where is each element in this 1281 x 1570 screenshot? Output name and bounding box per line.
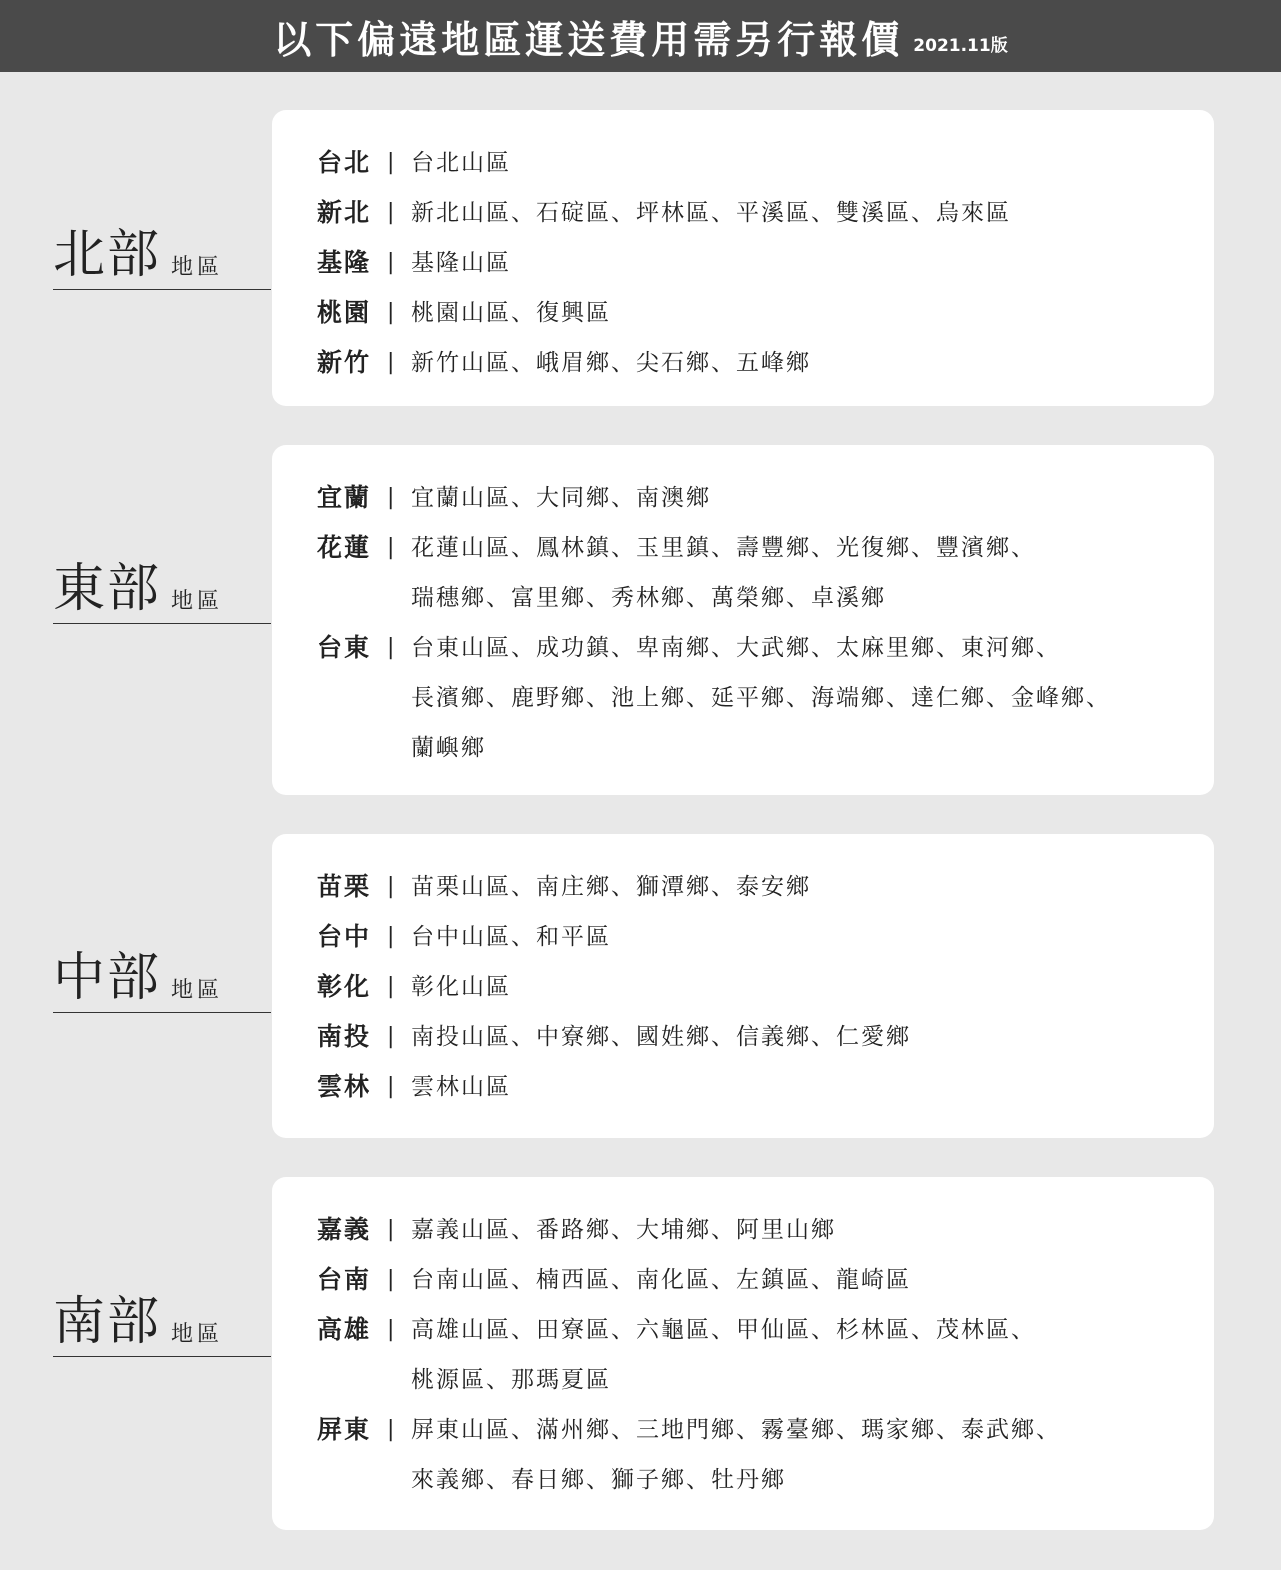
town-list: 台北山區 [411, 150, 511, 176]
separator: | [387, 300, 395, 325]
list-item [317, 188, 1214, 238]
page-header [0, 0, 1281, 72]
list-item [317, 862, 1214, 912]
town-list: 苗栗山區、南庄鄉、獅潭鄉、泰安鄉 [411, 874, 811, 900]
list-item [317, 1205, 1214, 1255]
city-name: 台中 [317, 922, 372, 951]
city-name: 南投 [317, 1022, 372, 1051]
list-item [317, 138, 1214, 188]
separator: | [387, 974, 395, 999]
region-card-north [272, 110, 1214, 406]
city-name: 嘉義 [317, 1215, 372, 1244]
separator: | [387, 1074, 395, 1099]
separator: | [387, 150, 395, 175]
city-name: 宜蘭 [317, 483, 372, 512]
separator: | [387, 1217, 395, 1242]
town-list: 台中山區、和平區 [411, 924, 611, 950]
page-title: 以下偏遠地區運送費用需另行報價 [273, 17, 904, 62]
region-label-central [53, 947, 271, 1013]
region-label-east [53, 558, 271, 624]
list-item [317, 1062, 1214, 1112]
town-list: 宜蘭山區、大同鄉、南澳鄉 [411, 485, 711, 511]
region-card-south [272, 1177, 1214, 1530]
list-item [317, 962, 1214, 1012]
city-name: 苗栗 [317, 872, 372, 901]
city-name: 雲林 [317, 1072, 372, 1101]
town-list: 新竹山區、峨眉鄉、尖石鄉、五峰鄉 [411, 350, 811, 376]
list-item [317, 238, 1214, 288]
city-name: 新北 [317, 198, 372, 227]
separator: | [387, 1417, 395, 1442]
town-list: 花蓮山區、鳳林鎮、玉里鎮、壽豐鄉、光復鄉、豐濱鄉、 瑞穗鄉、富里鄉、秀林鄉、萬榮鄉、卓溪鄉 [411, 535, 1036, 611]
region-name: 北部 [53, 225, 162, 285]
list-item [317, 523, 1214, 623]
town-list: 桃園山區、復興區 [411, 300, 611, 326]
list-item [317, 473, 1214, 523]
city-name: 高雄 [317, 1315, 372, 1344]
region-name: 中部 [53, 948, 162, 1008]
separator: | [387, 1267, 395, 1292]
region-suffix: 地區 [171, 589, 224, 614]
separator: | [387, 535, 395, 560]
city-name: 台東 [317, 633, 372, 662]
region-label-south [53, 1291, 271, 1357]
region-name: 南部 [53, 1292, 162, 1352]
town-list: 嘉義山區、番路鄉、大埔鄉、阿里山鄉 [411, 1217, 836, 1243]
region-card-east [272, 445, 1214, 795]
separator: | [387, 200, 395, 225]
town-list: 台南山區、楠西區、南化區、左鎮區、龍崎區 [411, 1267, 911, 1293]
city-name: 花蓮 [317, 533, 372, 562]
list-item [317, 288, 1214, 338]
region-suffix: 地區 [171, 1322, 224, 1347]
region-card-central [272, 834, 1214, 1138]
separator: | [387, 250, 395, 275]
city-name: 台北 [317, 148, 372, 177]
list-item [317, 338, 1214, 388]
separator: | [387, 874, 395, 899]
list-item [317, 1305, 1214, 1405]
list-item [317, 1255, 1214, 1305]
town-list: 新北山區、石碇區、坪林區、平溪區、雙溪區、烏來區 [411, 200, 1011, 226]
city-name: 台南 [317, 1265, 372, 1294]
town-list: 基隆山區 [411, 250, 511, 276]
region-name: 東部 [53, 559, 162, 619]
city-name: 新竹 [317, 348, 372, 377]
town-list: 彰化山區 [411, 974, 511, 1000]
town-list: 南投山區、中寮鄉、國姓鄉、信義鄉、仁愛鄉 [411, 1024, 911, 1050]
town-list: 雲林山區 [411, 1074, 511, 1100]
list-item [317, 1012, 1214, 1062]
version-label: 2021.11版 [913, 35, 1008, 56]
separator: | [387, 350, 395, 375]
town-list: 屏東山區、滿州鄉、三地門鄉、霧臺鄉、瑪家鄉、泰武鄉、 來義鄉、春日鄉、獅子鄉、牡丹鄉 [411, 1417, 1061, 1493]
list-item [317, 912, 1214, 962]
separator: | [387, 1024, 395, 1049]
list-item [317, 623, 1214, 773]
region-suffix: 地區 [171, 978, 224, 1003]
city-name: 桃園 [317, 298, 372, 327]
region-suffix: 地區 [171, 255, 224, 280]
separator: | [387, 635, 395, 660]
separator: | [387, 485, 395, 510]
city-name: 彰化 [317, 972, 372, 1001]
region-label-north [53, 224, 271, 290]
city-name: 屏東 [317, 1415, 372, 1444]
separator: | [387, 924, 395, 949]
list-item [317, 1405, 1214, 1505]
city-name: 基隆 [317, 248, 372, 277]
town-list: 台東山區、成功鎮、卑南鄉、大武鄉、太麻里鄉、東河鄉、 長濱鄉、鹿野鄉、池上鄉、延平鄉、海端鄉、達仁鄉、金峰鄉、 蘭嶼鄉 [411, 635, 1111, 761]
separator: | [387, 1317, 395, 1342]
town-list: 高雄山區、田寮區、六龜區、甲仙區、杉林區、茂林區、 桃源區、那瑪夏區 [411, 1317, 1036, 1393]
